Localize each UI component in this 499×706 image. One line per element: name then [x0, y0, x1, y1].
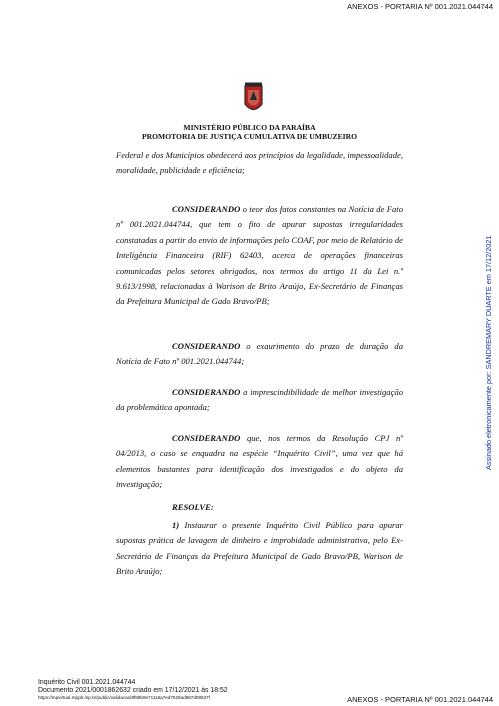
paragraph-considerando-2: [116, 339, 403, 370]
institution-office: PROMOTORIA DE JUSTIÇA CUMULATIVA DE UMBUZEIRO: [142, 131, 357, 141]
footer-document: Documento 2021/0001862632 criado em 17/12/2021 às 18:52: [38, 686, 228, 694]
paragraph-considerando-4: [116, 431, 403, 493]
considerando-label: CONSIDERANDO: [172, 387, 241, 397]
coat-of-arms-icon: [243, 82, 264, 116]
considerando-text: que, nos termos da Resolução CPJ nº 04/2013, o caso se enquadra na espécie “Inquérito Civil”, uma vez que há elementos bastantes para identificação dos investigados e do objeto da investigação;: [116, 433, 403, 490]
considerando-text: o exaurimento do prazo de duração da Notícia de Fato nº 001.2021.044744;: [116, 341, 403, 367]
considerando-label: CONSIDERANDO: [172, 433, 241, 443]
considerando-label: CONSIDERANDO: [172, 341, 241, 351]
considerando-label: CONSIDERANDO: [172, 204, 241, 214]
institution-header: [0, 124, 499, 141]
electronic-signature-stamp: Assinado eletronicamente por: SANDREMARY DUARTE em 17/12/2021: [484, 235, 493, 470]
institution-name: MINISTÉRIO PÚBLICO DA PARAÍBA: [183, 123, 316, 132]
paragraph-principles: Federal e dos Municípios obedecerá aos princípios da legalidade, impessoalidade, moralidade, publicidade e eficiência;: [116, 150, 403, 176]
paragraph-item-1: [116, 518, 403, 580]
footer-annex-label: ANEXOS - PORTARIA Nº 001.2021.044744: [347, 695, 493, 704]
considerando-text: o teor dos fatos constantes na Notícia de Fato nº 001.2021.044744, que tem o fito de apurar supostas irregularidades constatadas a partir do envio de informações pelo COAF, por meio de Relatório de Inteligência Financeira (RIF) 62403, acerca de operações financeiras comunicadas pelos setores obrigados, nos termos do artigo 11 da Lei n.º 9.613/1998, relacionadas à Warison de Brito Araújo, Ex-Secretário de Finanças da Prefeitura Municipal de Gado Bravo/PB;: [116, 204, 403, 307]
item-number: 1): [172, 520, 180, 530]
paragraph-considerando-3: [116, 385, 403, 416]
footer-inquiry: Inquérito Civil 001.2021.044744: [38, 679, 136, 686]
document-footer: [38, 679, 228, 702]
header-annex-label: ANEXOS - PORTARIA Nº 001.2021.044744: [347, 2, 493, 11]
paragraph-considerando-1: [116, 202, 403, 310]
considerando-text: a imprescindibilidade de melhor investigação da problemática apontada;: [116, 387, 403, 413]
item-text: Instaurar o presente Inquérito Civil Público para apurar supostas prática de lavagem de dinheiro e improbidade administrativa, pelo Ex-Secretário de Finanças da Prefeitura Municipal de Gado Bravo/PB, Warison de Brito Araújo;: [116, 520, 403, 577]
footer-validation-url[interactable]: https://mpvirtual.mppb.mp.br/public/validacao/8f98b9e71116a7ed7529ad987d08627f: [38, 695, 210, 701]
resolve-heading: RESOLVE:: [172, 502, 214, 512]
